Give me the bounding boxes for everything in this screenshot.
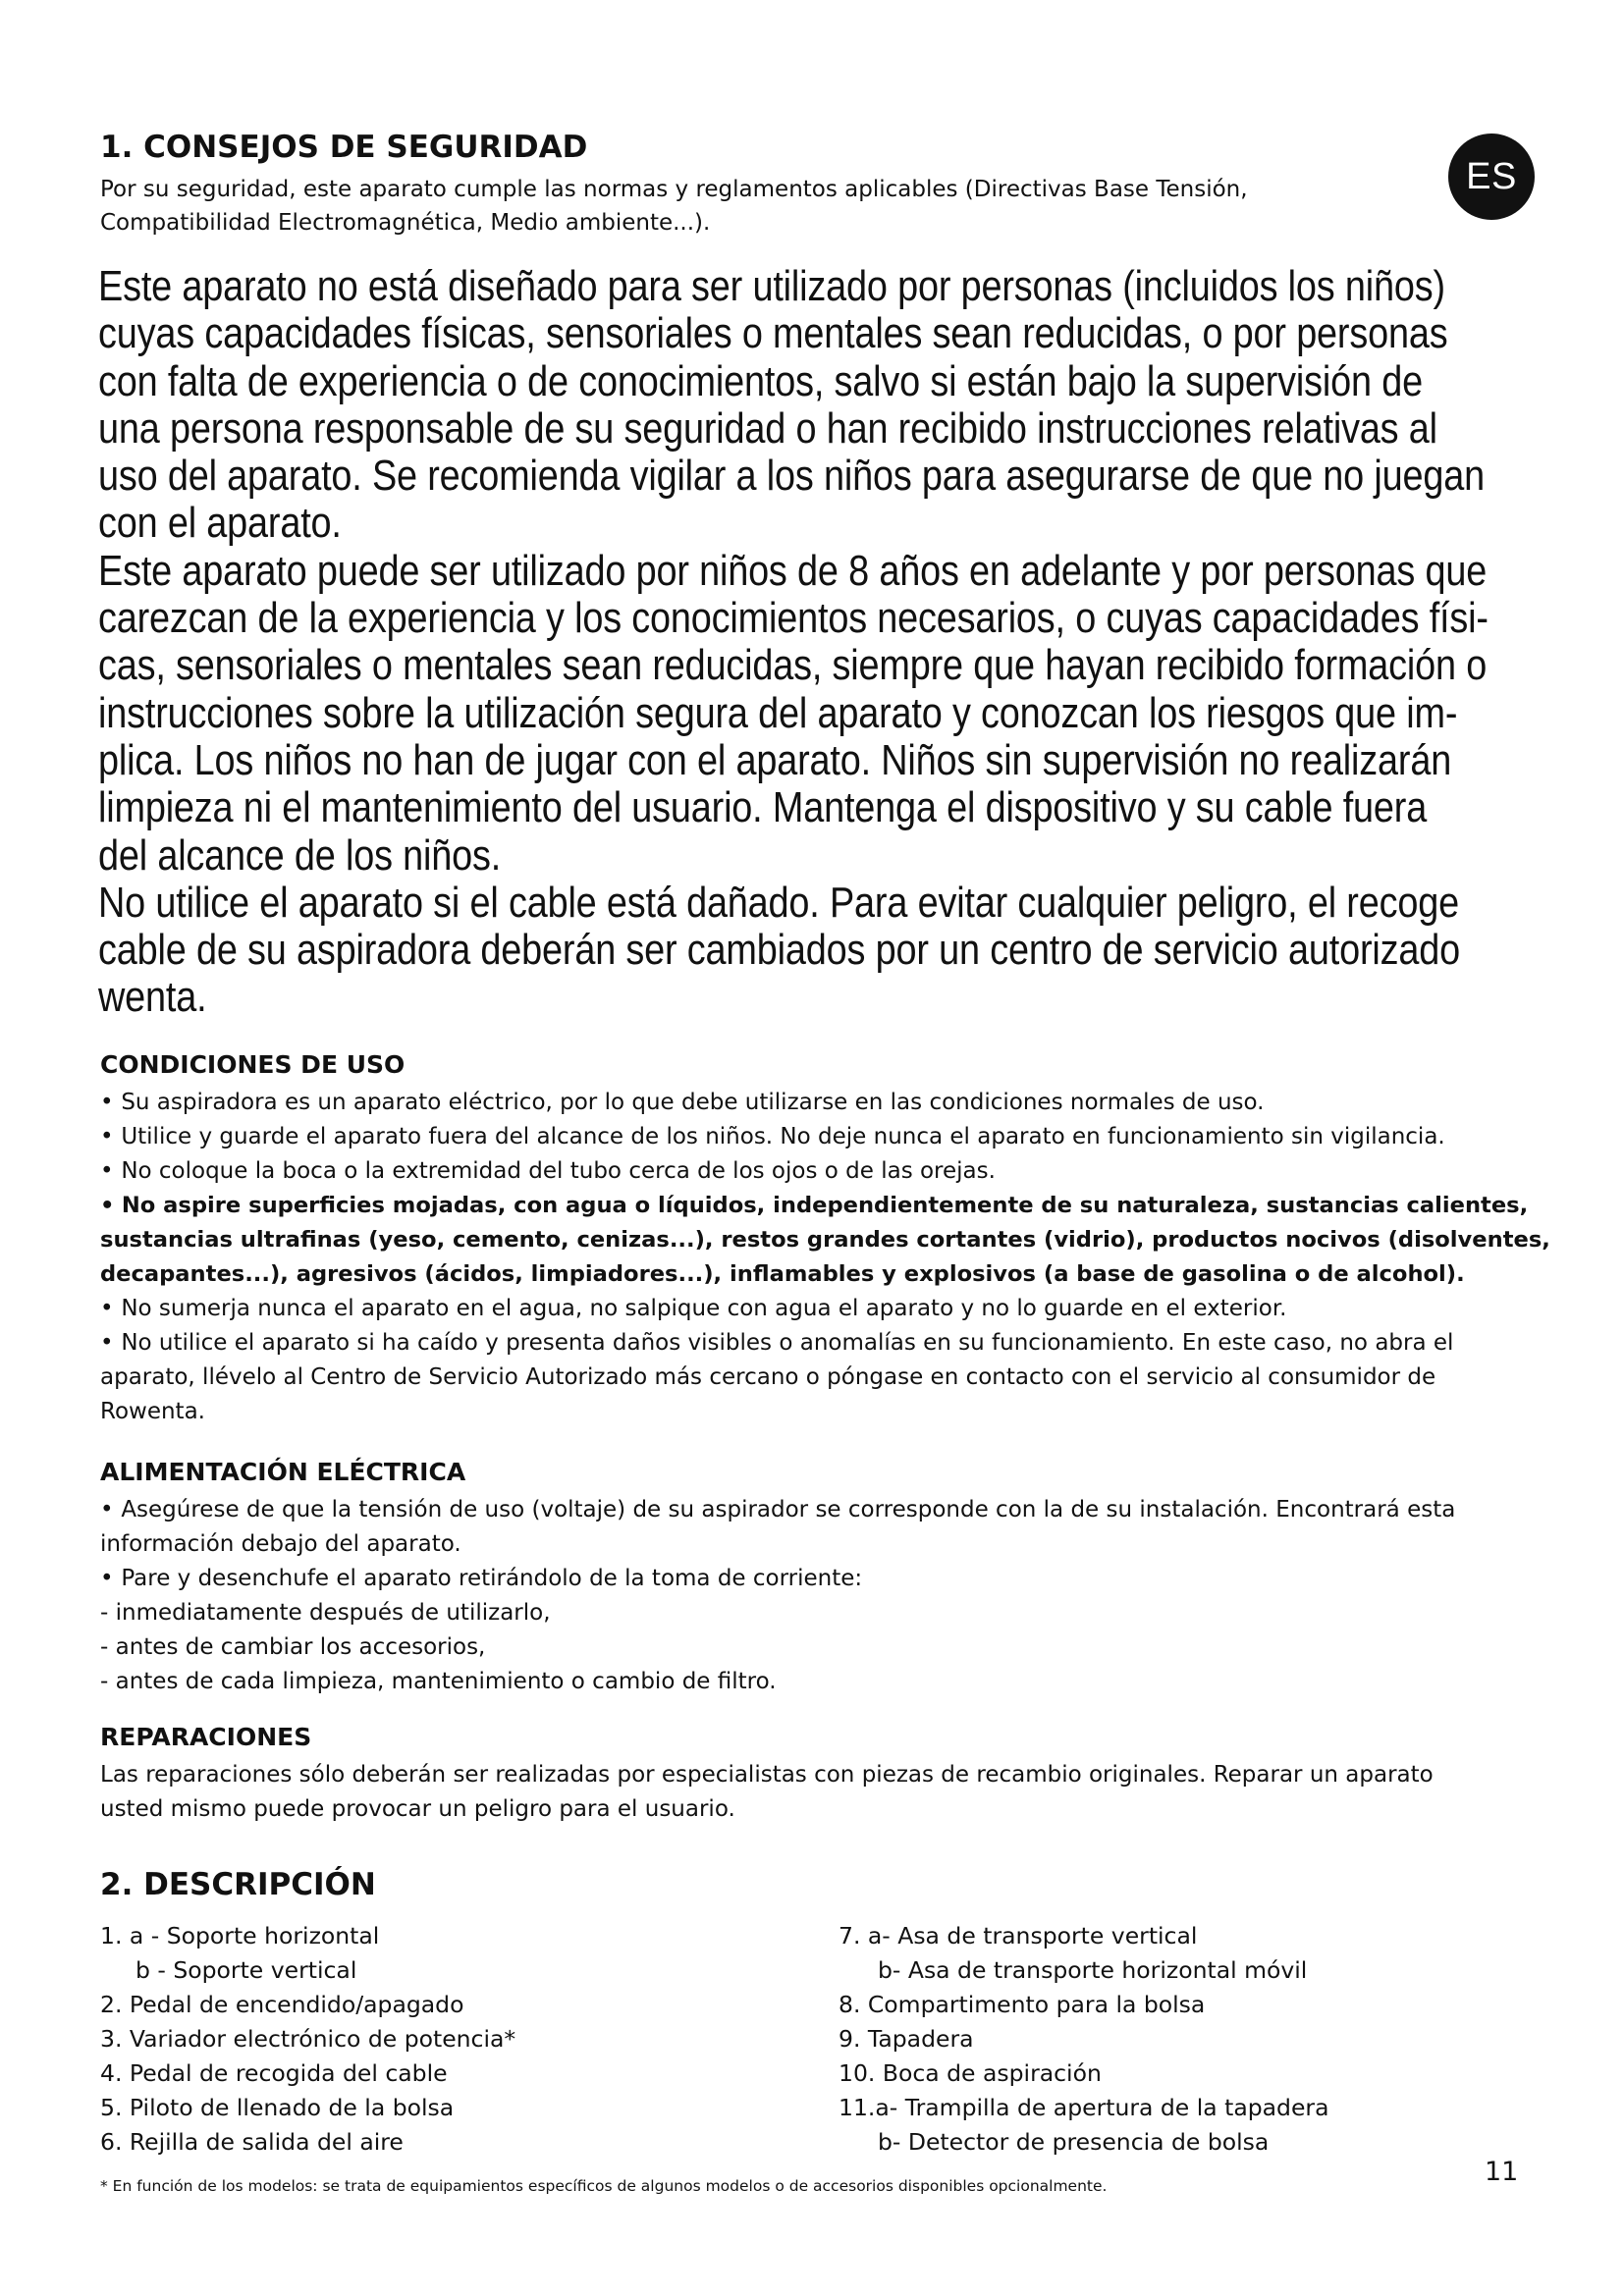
list-item bbox=[100, 1326, 1553, 1361]
intro-line: Por su seguridad, este aparato cumple las normas y reglamentos aplicables (Directivas Base Tensión, bbox=[100, 177, 1248, 202]
list-item-dash: - antes de cada limpieza, mantenimiento o cambio de filtro. bbox=[100, 1669, 777, 1694]
list-item-text: No coloque la boca o la extremidad del tubo cerca de los ojos o de las orejas. bbox=[121, 1158, 996, 1184]
bullet-mark: • bbox=[100, 1124, 114, 1149]
bullet-mark: • bbox=[100, 1193, 115, 1218]
paragraph-line: usted mismo puede provocar un peligro para el usuario. bbox=[100, 1796, 735, 1822]
list-item bbox=[100, 1120, 1553, 1154]
description-subitem: b - Soporte vertical bbox=[135, 1956, 357, 1984]
description-item: 9. Tapadera bbox=[839, 2025, 974, 2053]
section-2-title: 2. DESCRIPCIÓN bbox=[100, 1867, 376, 1902]
safety-intro bbox=[100, 173, 1377, 240]
description-item: 11.a- Trampilla de apertura de la tapadera bbox=[839, 2094, 1329, 2121]
list-item-text: Su aspiradora es un aparato eléctrico, por lo que debe utilizarse en las condiciones normales de uso. bbox=[121, 1090, 1265, 1115]
description-item: 1. a - Soporte horizontal bbox=[100, 1922, 380, 1949]
bullet-mark: • bbox=[100, 1330, 114, 1356]
list-item-text: No utilice el aparato si ha caído y presenta daños visibles o anomalías en su funcionamiento. En este caso, no abra el bbox=[121, 1330, 1454, 1356]
warning-line: Este aparato no está diseñado para ser utilizado por personas (incluidos los niños) bbox=[98, 262, 1445, 310]
list-item-dash: - antes de cambiar los accesorios, bbox=[100, 1634, 486, 1660]
list-item-text: Utilice y guarde el aparato fuera del alcance de los niños. No deje nunca el aparato en funcionamiento sin vigilancia. bbox=[121, 1124, 1445, 1149]
list-item-text: No aspire superficies mojadas, con agua o líquidos, independientemente de su naturaleza, sustancias calientes, bbox=[121, 1193, 1529, 1218]
bullet-mark: • bbox=[100, 1296, 114, 1321]
bullet-mark: • bbox=[100, 1158, 114, 1184]
page-number: 11 bbox=[1485, 2157, 1519, 2187]
intro-line: Compatibilidad Electromagnética, Medio ambiente...). bbox=[100, 210, 711, 236]
footnote: * En función de los modelos: se trata de equipamientos específicos de algunos modelos o de accesorios disponibles opcionalmente. bbox=[100, 2177, 1108, 2195]
list-item bbox=[100, 1086, 1553, 1120]
description-list-right bbox=[839, 1919, 1428, 2160]
warning-line: No utilice el aparato si el cable está dañado. Para evitar cualquier peligro, el recoge bbox=[98, 878, 1459, 927]
list-item-text: Asegúrese de que la tensión de uso (voltaje) de su aspirador se corresponde con la de su instalación. Encontrará esta bbox=[121, 1497, 1456, 1522]
conditions-heading: CONDICIONES DE USO bbox=[100, 1050, 406, 1079]
warning-line: Este aparato puede ser utilizado por niños de 8 años en adelante y por personas que bbox=[98, 546, 1488, 595]
warning-line: uso del aparato. Se recomienda vigilar a los niños para asegurarse de que no juegan bbox=[98, 452, 1485, 501]
warning-line: del alcance de los niños. bbox=[98, 830, 502, 880]
description-item: 8. Compartimento para la bolsa bbox=[839, 1991, 1206, 2018]
warning-line: instrucciones sobre la utilización segura del aparato y conozcan los riesgos que im- bbox=[98, 688, 1458, 737]
list-item-dash: - inmediatamente después de utilizarlo, bbox=[100, 1600, 551, 1626]
list-item-continuation: aparato, llévelo al Centro de Servicio Autorizado más cercano o póngase en contacto con el servicio al consumidor de bbox=[100, 1364, 1436, 1390]
list-item-continuation: decapantes...), agresivos (ácidos, limpiadores...), inflamables y explosivos (a base de gasolina o de alcohol). bbox=[100, 1261, 1465, 1287]
list-item-continuation: Rowenta. bbox=[100, 1399, 205, 1424]
description-item: 3. Variador electrónico de potencia* bbox=[100, 2025, 516, 2053]
bullet-mark: • bbox=[100, 1497, 114, 1522]
list-item bbox=[100, 1562, 1553, 1596]
warning-line: cable de su aspiradora deberán ser cambiados por un centro de servicio autorizado bbox=[98, 926, 1460, 975]
warning-line: cas, sensoriales o mentales sean reducidas, siempre que hayan recibido formación o bbox=[98, 641, 1488, 690]
warning-line: plica. Los niños no han de jugar con el aparato. Niños sin supervisión no realizarán bbox=[98, 735, 1452, 784]
language-badge: ES bbox=[1448, 133, 1535, 220]
description-subitem: b- Asa de transporte horizontal móvil bbox=[878, 1956, 1308, 1984]
list-item bbox=[100, 1154, 1553, 1189]
list-item-continuation: sustancias ultrafinas (yeso, cemento, cenizas...), restos grandes cortantes (vidrio), productos nocivos (disolventes, bbox=[100, 1227, 1550, 1253]
description-subitem: b- Detector de presencia de bolsa bbox=[878, 2128, 1270, 2156]
warning-line: una persona responsable de su seguridad o han recibido instrucciones relativas al bbox=[98, 403, 1437, 453]
list-item bbox=[100, 1292, 1553, 1326]
list-item bbox=[100, 1493, 1553, 1527]
description-item: 6. Rejilla de salida del aire bbox=[100, 2128, 404, 2156]
warning-line: limpieza ni el mantenimiento del usuario. Mantenga el dispositivo y su cable fuera bbox=[98, 783, 1428, 832]
description-item: 7. a- Asa de transporte vertical bbox=[839, 1922, 1198, 1949]
warning-line: carezcan de la experiencia y los conocimientos necesarios, o cuyas capacidades físi- bbox=[98, 594, 1489, 643]
description-item: 2. Pedal de encendido/apagado bbox=[100, 1991, 464, 2018]
power-heading: ALIMENTACIÓN ELÉCTRICA bbox=[100, 1458, 466, 1486]
list-item-text: Pare y desenchufe el aparato retirándolo de la toma de corriente: bbox=[121, 1566, 863, 1591]
warning-line: wenta. bbox=[98, 973, 207, 1022]
description-list-left bbox=[100, 1919, 689, 2160]
list-item-text: No sumerja nunca el aparato en el agua, no salpique con agua el aparato y no lo guarde en el exterior. bbox=[121, 1296, 1287, 1321]
repairs-paragraph bbox=[100, 1758, 1553, 1827]
bullet-mark: • bbox=[100, 1566, 114, 1591]
description-item: 4. Pedal de recogida del cable bbox=[100, 2059, 448, 2087]
conditions-list bbox=[100, 1086, 1553, 1429]
list-item bbox=[100, 1189, 1553, 1223]
section-1-title: 1. CONSEJOS DE SEGURIDAD bbox=[100, 130, 588, 165]
warning-line: con el aparato. bbox=[98, 499, 342, 548]
power-list bbox=[100, 1493, 1553, 1699]
description-item: 5. Piloto de llenado de la bolsa bbox=[100, 2094, 455, 2121]
warning-line: cuyas capacidades físicas, sensoriales o mentales sean reducidas, o por personas bbox=[98, 309, 1448, 358]
safety-warning bbox=[98, 263, 1610, 1022]
bullet-mark: • bbox=[100, 1090, 114, 1115]
list-item-continuation: información debajo del aparato. bbox=[100, 1531, 461, 1557]
description-item: 10. Boca de aspiración bbox=[839, 2059, 1102, 2087]
paragraph-line: Las reparaciones sólo deberán ser realizadas por especialistas con piezas de recambio originales. Reparar un aparato bbox=[100, 1762, 1434, 1788]
repairs-heading: REPARACIONES bbox=[100, 1723, 312, 1751]
warning-line: con falta de experiencia o de conocimientos, salvo si están bajo la supervisión de bbox=[98, 356, 1423, 405]
